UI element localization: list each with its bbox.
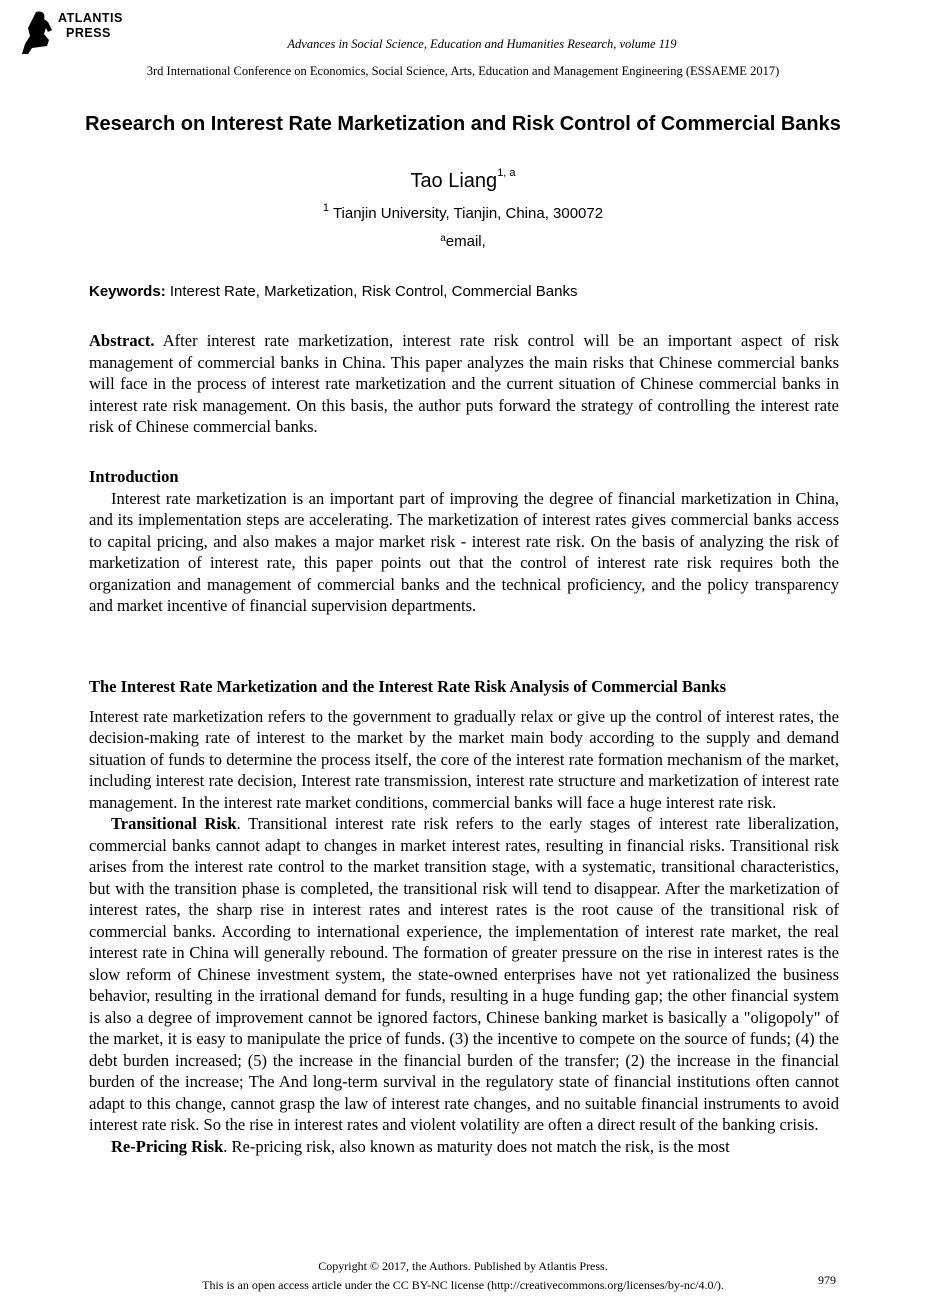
section-paragraph: Interest rate marketization refers to the government to gradually relax or give up the control of interest rates, the decision-making rate of interest to the market by the market main body according to the supply and demand situation of funds to determine the process itself, the core of the interest rate formation mechanism of the market, including interest rate decision, Interest rate transmission, interest rate structure and marketization of interest rate management. In the interest rate market conditions, commercial banks will face a huge interest rate risk. bbox=[89, 706, 839, 812]
transitional-risk-label: Transitional Risk bbox=[111, 814, 237, 833]
keywords-text: Interest Rate, Marketization, Risk Control, Commercial Banks bbox=[169, 283, 578, 300]
affiliation bbox=[0, 202, 926, 222]
email-text: email, bbox=[445, 233, 486, 250]
email-sup: a bbox=[440, 233, 446, 244]
repricing-risk-text: . Re-pricing risk, also known as maturity does not match the risk, is the most bbox=[223, 1136, 730, 1156]
abstract-label: Abstract. bbox=[89, 331, 155, 350]
author-name: Tao Liang bbox=[410, 170, 498, 192]
conference-header: 3rd International Conference on Economics, Social Science, Arts, Education and Management Engineering (ESSAEME 2017) bbox=[146, 64, 780, 78]
affiliation-sup: 1 bbox=[322, 202, 330, 214]
introduction-heading: Introduction bbox=[89, 467, 179, 486]
abstract bbox=[89, 330, 839, 438]
transitional-risk-paragraph bbox=[89, 813, 839, 1136]
introduction-section bbox=[89, 466, 839, 617]
affiliation-text: Tianjin University, Tianjin, China, 300072 bbox=[332, 205, 604, 222]
logo-word-2: PRESS bbox=[66, 26, 111, 40]
license-footer: This is an open access article under the CC BY-NC license (http://creativecommons.org/licenses/by-nc/4.0/). bbox=[202, 1278, 724, 1292]
logo-word-1: ATLANTIS bbox=[58, 11, 123, 25]
author bbox=[0, 167, 926, 193]
introduction-paragraph: Interest rate marketization is an important part of improving the degree of financial marketization in China, and its implementation steps are accelerating. The marketization of interest rates gives commercial banks access to capital pricing, and also makes a major market risk - interest rate risk. On the basis of analyzing the risk of marketization of interest rate, this paper points out that the control of interest rate risk requires both the organization and management of commercial banks and the technical proficiency, and the policy transparency and market incentive of financial supervision departments. bbox=[89, 488, 839, 615]
paper-title: Research on Interest Rate Marketization and Risk Control of Commercial Banks bbox=[85, 113, 841, 135]
series-header: Advances in Social Science, Education and Humanities Research, volume 119 bbox=[287, 37, 677, 51]
keywords bbox=[89, 283, 578, 300]
repricing-risk-label: Re-Pricing Risk bbox=[111, 1136, 224, 1156]
transitional-risk-text: . Transitional interest rate risk refers to the early stages of interest rate liberalization, commercial banks cannot adapt to changes in market interest rates, resulting in financial risks. Transitional risk arises from the interest rate control to the market transition stage, with a systematic, transitional characteristics, but with the transition phase is completed, the transitional risk will tend to disappear. After the marketization of interest rates, the sharp rise in interest rates and interest rates is the root cause of the transitional risk of commercial banks. According to international experience, the implementation of interest rate market, the real interest rate in China will generally rebound. The formation of greater pressure on the rise in interest rates is the slow reform of Chinese investment system, the state-owned enterprises have not yet rationalized the business behavior, resulting in the irrational demand for funds, resulting in a huge funding gap; the other financial system is also a degree of improvement cannot be ignored factors, Chinese banking market is basically a "oligopoly" of the market, it is easy to manipulate the price of funds. (3) the incentive to compete on the source of funds; (4) the debt burden increased; (5) the increase in the financial burden of the transfer; (2) the increase in the financial burden of the increase; The And long-term survival in the regulatory state of financial institutions often cannot adapt to this change, cannot grasp the law of interest rate changes, and no suitable financial instruments to avoid interest rate risk. So the rise in interest rates and violent volatility are often a direct result of the banking crisis. bbox=[89, 814, 839, 1134]
page-number: 979 bbox=[818, 1273, 836, 1287]
author-sup: 1, a bbox=[497, 167, 516, 179]
keywords-label: Keywords: bbox=[89, 283, 166, 300]
section-heading: The Interest Rate Marketization and the Interest Rate Risk Analysis of Commercial Banks bbox=[89, 677, 727, 696]
abstract-text: After interest rate marketization, interest rate risk control will be an important aspect of risk management of commercial banks in China. This paper analyzes the main risks that Chinese commercial banks will face in the process of interest rate marketization and the current situation of Chinese commercial banks in interest rate risk management. On this basis, the author puts forward the strategy of controlling the interest rate risk of Chinese commercial banks. bbox=[89, 331, 839, 436]
email bbox=[0, 233, 926, 250]
analysis-section bbox=[89, 676, 839, 1157]
copyright-footer: Copyright © 2017, the Authors. Published by Atlantis Press. bbox=[318, 1259, 608, 1273]
repricing-risk-paragraph bbox=[89, 1136, 839, 1158]
